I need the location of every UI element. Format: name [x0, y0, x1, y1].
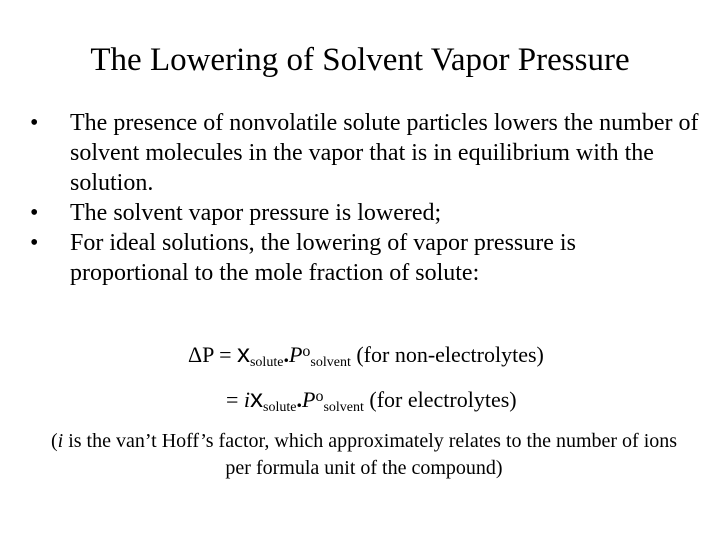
multiply-dot: . — [283, 342, 289, 367]
pressure-subscript: solvent — [323, 400, 364, 415]
pressure-subscript: solvent — [310, 355, 351, 370]
bullet-item — [30, 228, 700, 288]
bullet-icon: • — [30, 230, 39, 256]
equation-note: (for electrolytes) — [363, 387, 517, 412]
vant-hoff-footnote — [40, 428, 688, 482]
equation-electrolytes — [226, 383, 517, 422]
pressure-superscript: o — [315, 388, 324, 405]
mole-fraction-subscript: solute — [263, 400, 297, 415]
bullet-text: For ideal solutions, the lowering of vapor pressure is proportional to the mole fraction of solute: — [70, 230, 576, 286]
slide-title: The Lowering of Solvent Vapor Pressure — [90, 42, 630, 78]
pressure-symbol: P — [288, 342, 303, 367]
equation-note: (for non-electrolytes) — [350, 342, 544, 367]
mole-fraction-symbol: x — [250, 383, 264, 413]
equation-lhs: = — [226, 387, 244, 412]
bullet-list — [30, 108, 700, 288]
pressure-symbol: P — [302, 387, 316, 412]
equation-lhs: ΔP = — [188, 342, 237, 367]
mole-fraction-subscript: solute — [249, 355, 284, 370]
bullet-text: The solvent vapor pressure is lowered; — [70, 200, 442, 226]
bullet-icon: • — [30, 110, 39, 136]
bullet-text: The presence of nonvolatile solute particles lowers the number of solvent molecules in the vapor that is in equilibrium with the solution. — [70, 110, 699, 196]
mole-fraction-symbol: x — [236, 338, 250, 368]
footnote-i-symbol: i — [57, 430, 64, 452]
footnote-open-paren: ( — [50, 430, 58, 452]
multiply-dot: . — [296, 387, 302, 412]
vant-hoff-symbol: i — [243, 387, 251, 412]
equation-non-electrolytes — [188, 338, 544, 377]
footnote-text: is the van’t Hoff’s factor, which approximately relates to the number of ions per formula unit of the compound) — [63, 430, 678, 479]
bullet-item — [30, 108, 700, 198]
pressure-superscript: o — [302, 343, 311, 360]
bullet-icon: • — [30, 200, 39, 226]
bullet-item — [30, 198, 700, 228]
